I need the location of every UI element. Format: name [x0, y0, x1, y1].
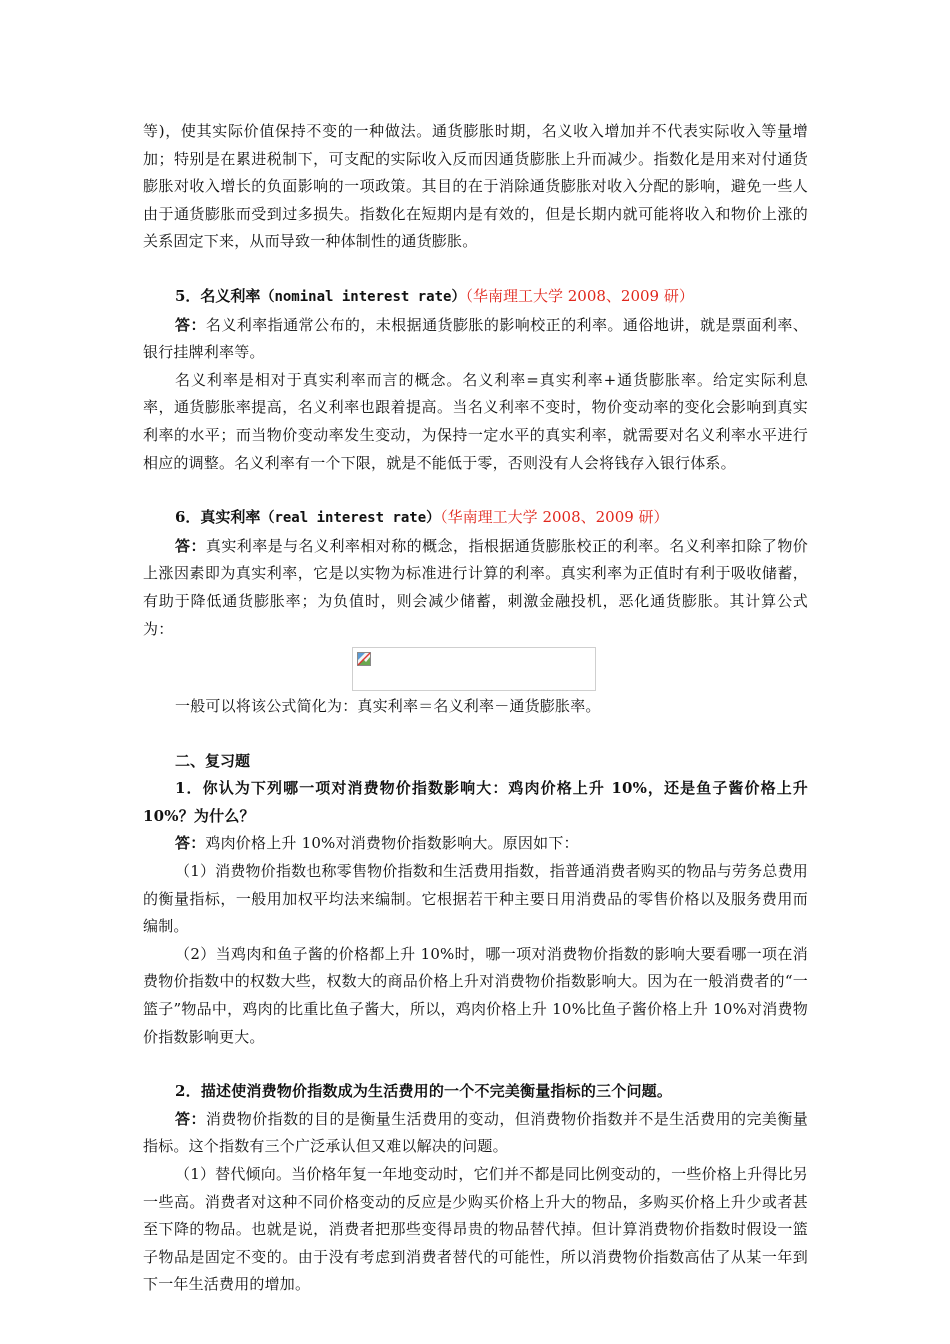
item6-source: （华南理工大学 2008、2009 研） [440, 508, 669, 527]
spacer [143, 256, 808, 283]
item5-title-cn: 5．名义利率 [175, 286, 261, 305]
q2-answer-label: 答： [175, 1109, 206, 1128]
section-heading: 二、复习题 [175, 751, 251, 770]
item6-answer [143, 533, 808, 643]
item6-title-cn: 6．真实利率 [175, 508, 261, 527]
q2-point-1: （1）替代倾向。当价格年复一年地变动时，它们并不都是同比例变动的，一些价格上升得比另一些高。消费者对这种不同价格变动的反应是少购买价格上升大的物品，多购买价格上升少或者甚至下降的物品。也就是说，消费者把那些变得昂贵的物品替代掉。但计算消费物价指数时假设一篮子物品是固定不变的。由于没有考虑到消费者替代的可能性，所以消费物价指数高估了从某一年到下一年生活费用的增加。 [143, 1165, 808, 1294]
item5-answer-label: 答： [175, 315, 206, 334]
spacer [143, 1051, 808, 1078]
item6-title [143, 504, 808, 533]
q2-question: 2．描述使消费物价指数成为生活费用的一个不完美衡量指标的三个问题。 [175, 1082, 673, 1101]
q1-question: 1．你认为下列哪一项对消费物价指数影响大：鸡肉价格上升 10%，还是鱼子酱价格上升 10%？为什么？ [143, 779, 808, 825]
item5-answer [143, 312, 808, 367]
item6-simplified: 一般可以将该公式简化为：真实利率＝名义利率－通货膨胀率。 [175, 697, 601, 716]
broken-image-icon [357, 652, 371, 666]
spacer [143, 477, 808, 504]
item6-answer-label: 答： [175, 536, 206, 555]
q1-answer-label: 答： [175, 834, 206, 853]
q2-answer-text: 消费物价指数的目的是衡量生活费用的变动，但消费物价指数并不是生活费用的完美衡量指标。这个指数有三个广泛承认但又难以解决的问题。 [143, 1109, 808, 1156]
item6-answer-text: 真实利率是与名义利率相对称的概念，指根据通货膨胀校正的利率。名义利率扣除了物价上涨因素即为真实利率，它是以实物为标准进行计算的利率。真实利率为正值时有利于吸收储蓄，有助于降低通货膨胀率；为负值时，则会减少储蓄，刺激金融投机，恶化通货膨胀。其计算公式为： [143, 536, 808, 638]
spacer [143, 721, 808, 748]
q1-point-2: （2）当鸡肉和鱼子酱的价格都上升 10%时，哪一项对消费物价指数的影响大要看哪一项在消费物价指数中的权数大些，权数大的商品价格上升对消费物价指数影响大。因为在一般消费者的“一篮子”物品中，鸡肉的比重比鱼子酱大，所以，鸡肉价格上升 10%比鱼子酱价格上升 10%对消费物价指数影响更大。 [143, 944, 808, 1046]
item5-title [143, 283, 808, 312]
q1-point-1: （1）消费物价指数也称零售物价指数和生活费用指数，指普通消费者购买的物品与劳务总费用的衡量指标，一般用加权平均法来编制。它根据若干种主要日用消费品的零售价格以及服务费用而编制。 [143, 862, 808, 936]
item5-title-en: （nominal interest rate） [260, 288, 466, 305]
item5-source: （华南理工大学 2008、2009 研） [465, 286, 694, 305]
item6-title-en: （real interest rate） [260, 510, 441, 527]
q1-answer [143, 830, 808, 858]
q1-answer-text: 鸡肉价格上升 10%对消费物价指数影响大。原因如下： [205, 834, 579, 853]
item5-paragraph: 名义利率是相对于真实利率而言的概念。名义利率=真实利率+通货膨胀率。给定实际利息率，通货膨胀率提高，名义利率也跟着提高。当名义利率不变时，物价变动率的变化会影响到真实利率的水平；而当物价变动率发生变动，为保持一定水平的真实利率，就需要对名义利率水平进行相应的调整。名义利率有一个下限，就是不能低于零，否则没有人会将钱存入银行体系。 [143, 370, 808, 472]
q2-answer [143, 1106, 808, 1161]
formula-image [352, 647, 596, 691]
intro-paragraph: 等)，使其实际价值保持不变的一种做法。通货膨胀时期，名义收入增加并不代表实际收入等量增加；特别是在累进税制下，可支配的实际收入反而因通货膨胀上升而减少。指数化是用来对付通货膨胀对收入增长的负面影响的一项政策。其目的在于消除通货膨胀对收入分配的影响，避免一些人由于通货膨胀而受到过多损失。指数化在短期内是有效的，但是长期内就可能将收入和物价上涨的关系固定下来，从而导致一种体制性的通货膨胀。 [143, 122, 808, 251]
document-page [143, 118, 808, 1299]
item5-answer-text: 名义利率指通常公布的，未根据通货膨胀的影响校正的利率。通俗地讲，就是票面利率、银行挂牌利率等。 [143, 315, 808, 362]
